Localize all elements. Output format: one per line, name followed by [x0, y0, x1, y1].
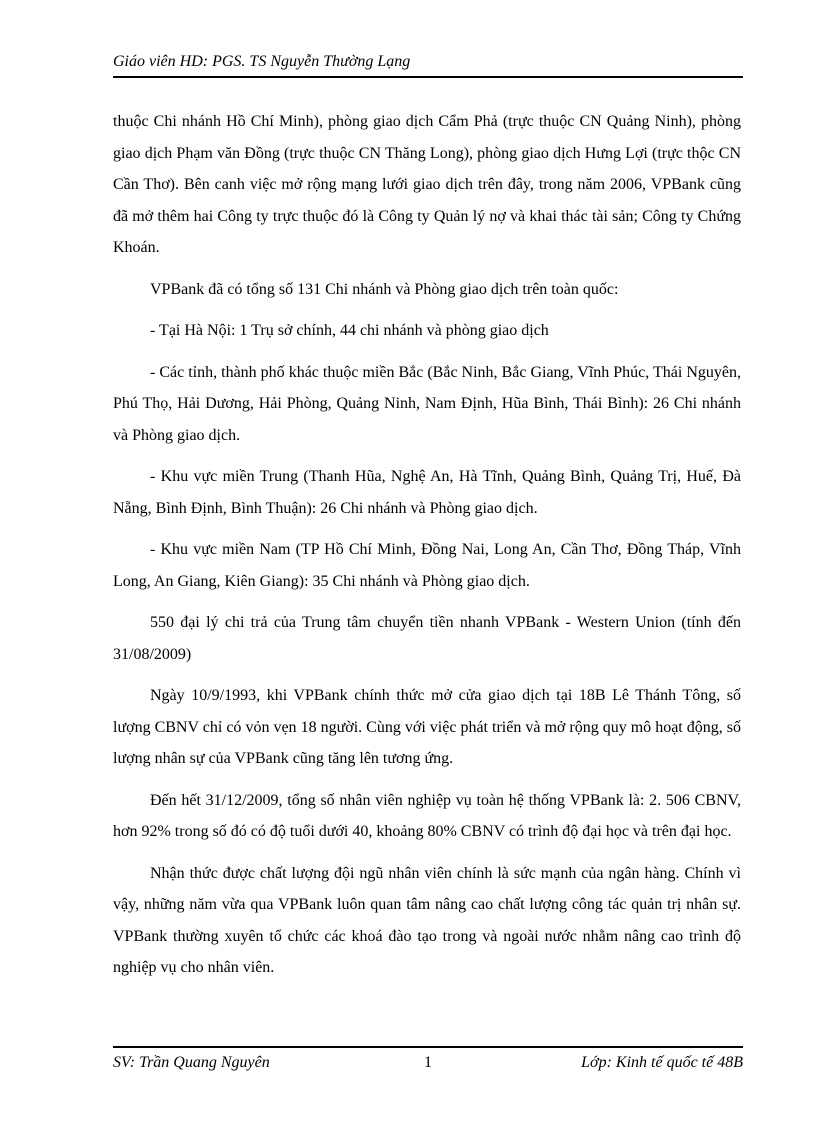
paragraph-hanoi: - Tại Hà Nội: 1 Trụ sở chính, 44 chi nhánh và phòng giao dịch [150, 322, 549, 339]
page-header [113, 50, 743, 78]
paragraph-south: - Khu vực miền Nam (TP Hồ Chí Minh, Đồng Nai, Long An, Cần Thơ, Đồng Tháp, Vĩnh Long, An Giang, Kiên Giang): 35 Chi nhánh và Phòng giao dịch. [113, 541, 741, 590]
footer-class: Lớp: Kinh tế quốc tế 48B [581, 1054, 743, 1071]
paragraph-branch-total: VPBank đã có tổng số 131 Chi nhánh và Phòng giao dịch trên toàn quốc: [150, 280, 619, 298]
footer-student: SV: Trần Quang Nguyên [113, 1054, 270, 1071]
document-body [113, 106, 741, 994]
paragraph-training: Nhận thức được chất lượng đội ngũ nhân viên chính là sức mạnh của ngân hàng. Chính vì vậy, những năm vừa qua VPBank luôn quan tâm nâng cao chất lượng công tác quản trị nhân sự. VPBank thường xuyên tổ chức các khoá đào tạo trong và ngoài nước nhằm nâng cao trình độ nghiệp vụ cho nhân viên. [113, 864, 741, 976]
paragraph-continuation: thuộc Chi nhánh Hồ Chí Minh), phòng giao dịch Cẩm Phả (trực thuộc CN Quảng Ninh), phòng giao dịch Phạm văn Đồng (trực thuộc CN Thăng Long), phòng giao dịch Hưng Lợi (trực thộc CN Cần Thơ). Bên canh việc mở rộng mạng lưới giao dịch trên đây, trong năm 2006, VPBank cũng đã mở thêm hai Công ty trực thuộc đó là Công ty Quản lý nợ và khai thác tài sản; Công ty Chứng Khoán. [113, 113, 741, 256]
header-advisor: Giáo viên HD: PGS. TS Nguyễn Thường Lạng [113, 53, 411, 70]
page-number: 1 [424, 1054, 432, 1071]
page-footer [113, 1046, 743, 1076]
paragraph-western-union: 550 đại lý chi trả của Trung tâm chuyển tiền nhanh VPBank - Western Union (tính đến 31/08/2009) [113, 614, 741, 663]
paragraph-founding-staff: Ngày 10/9/1993, khi VPBank chính thức mở cửa giao dịch tại 18B Lê Thánh Tông, số lượng CBNV chỉ có vỏn vẹn 18 người. Cùng với việc phát triển và mở rộng quy mô hoạt động, số lượng nhân sự của VPBank cũng tăng lên tương ứng. [113, 687, 741, 767]
paragraph-north: - Các tỉnh, thành phố khác thuộc miền Bắc (Bắc Ninh, Bắc Giang, Vĩnh Phúc, Thái Nguyên, Phú Thọ, Hải Dương, Hải Phòng, Quảng Ninh, Nam Định, Hũa Bình, Thái Bình): 26 Chi nhánh và Phòng giao dịch. [113, 363, 741, 444]
paragraph-staff-2009: Đến hết 31/12/2009, tổng số nhân viên nghiệp vụ toàn hệ thống VPBank là: 2. 506 CBNV, hơn 92% trong số đó có độ tuổi dưới 40, khoảng 80% CBNV có trình độ đại học và trên đại học. [113, 791, 741, 840]
paragraph-central: - Khu vực miền Trung (Thanh Hũa, Nghệ An, Hà Tĩnh, Quảng Bình, Quảng Trị, Huế, Đà Nẵng, Bình Định, Bình Thuận): 26 Chi nhánh và Phòng giao dịch. [113, 468, 741, 517]
